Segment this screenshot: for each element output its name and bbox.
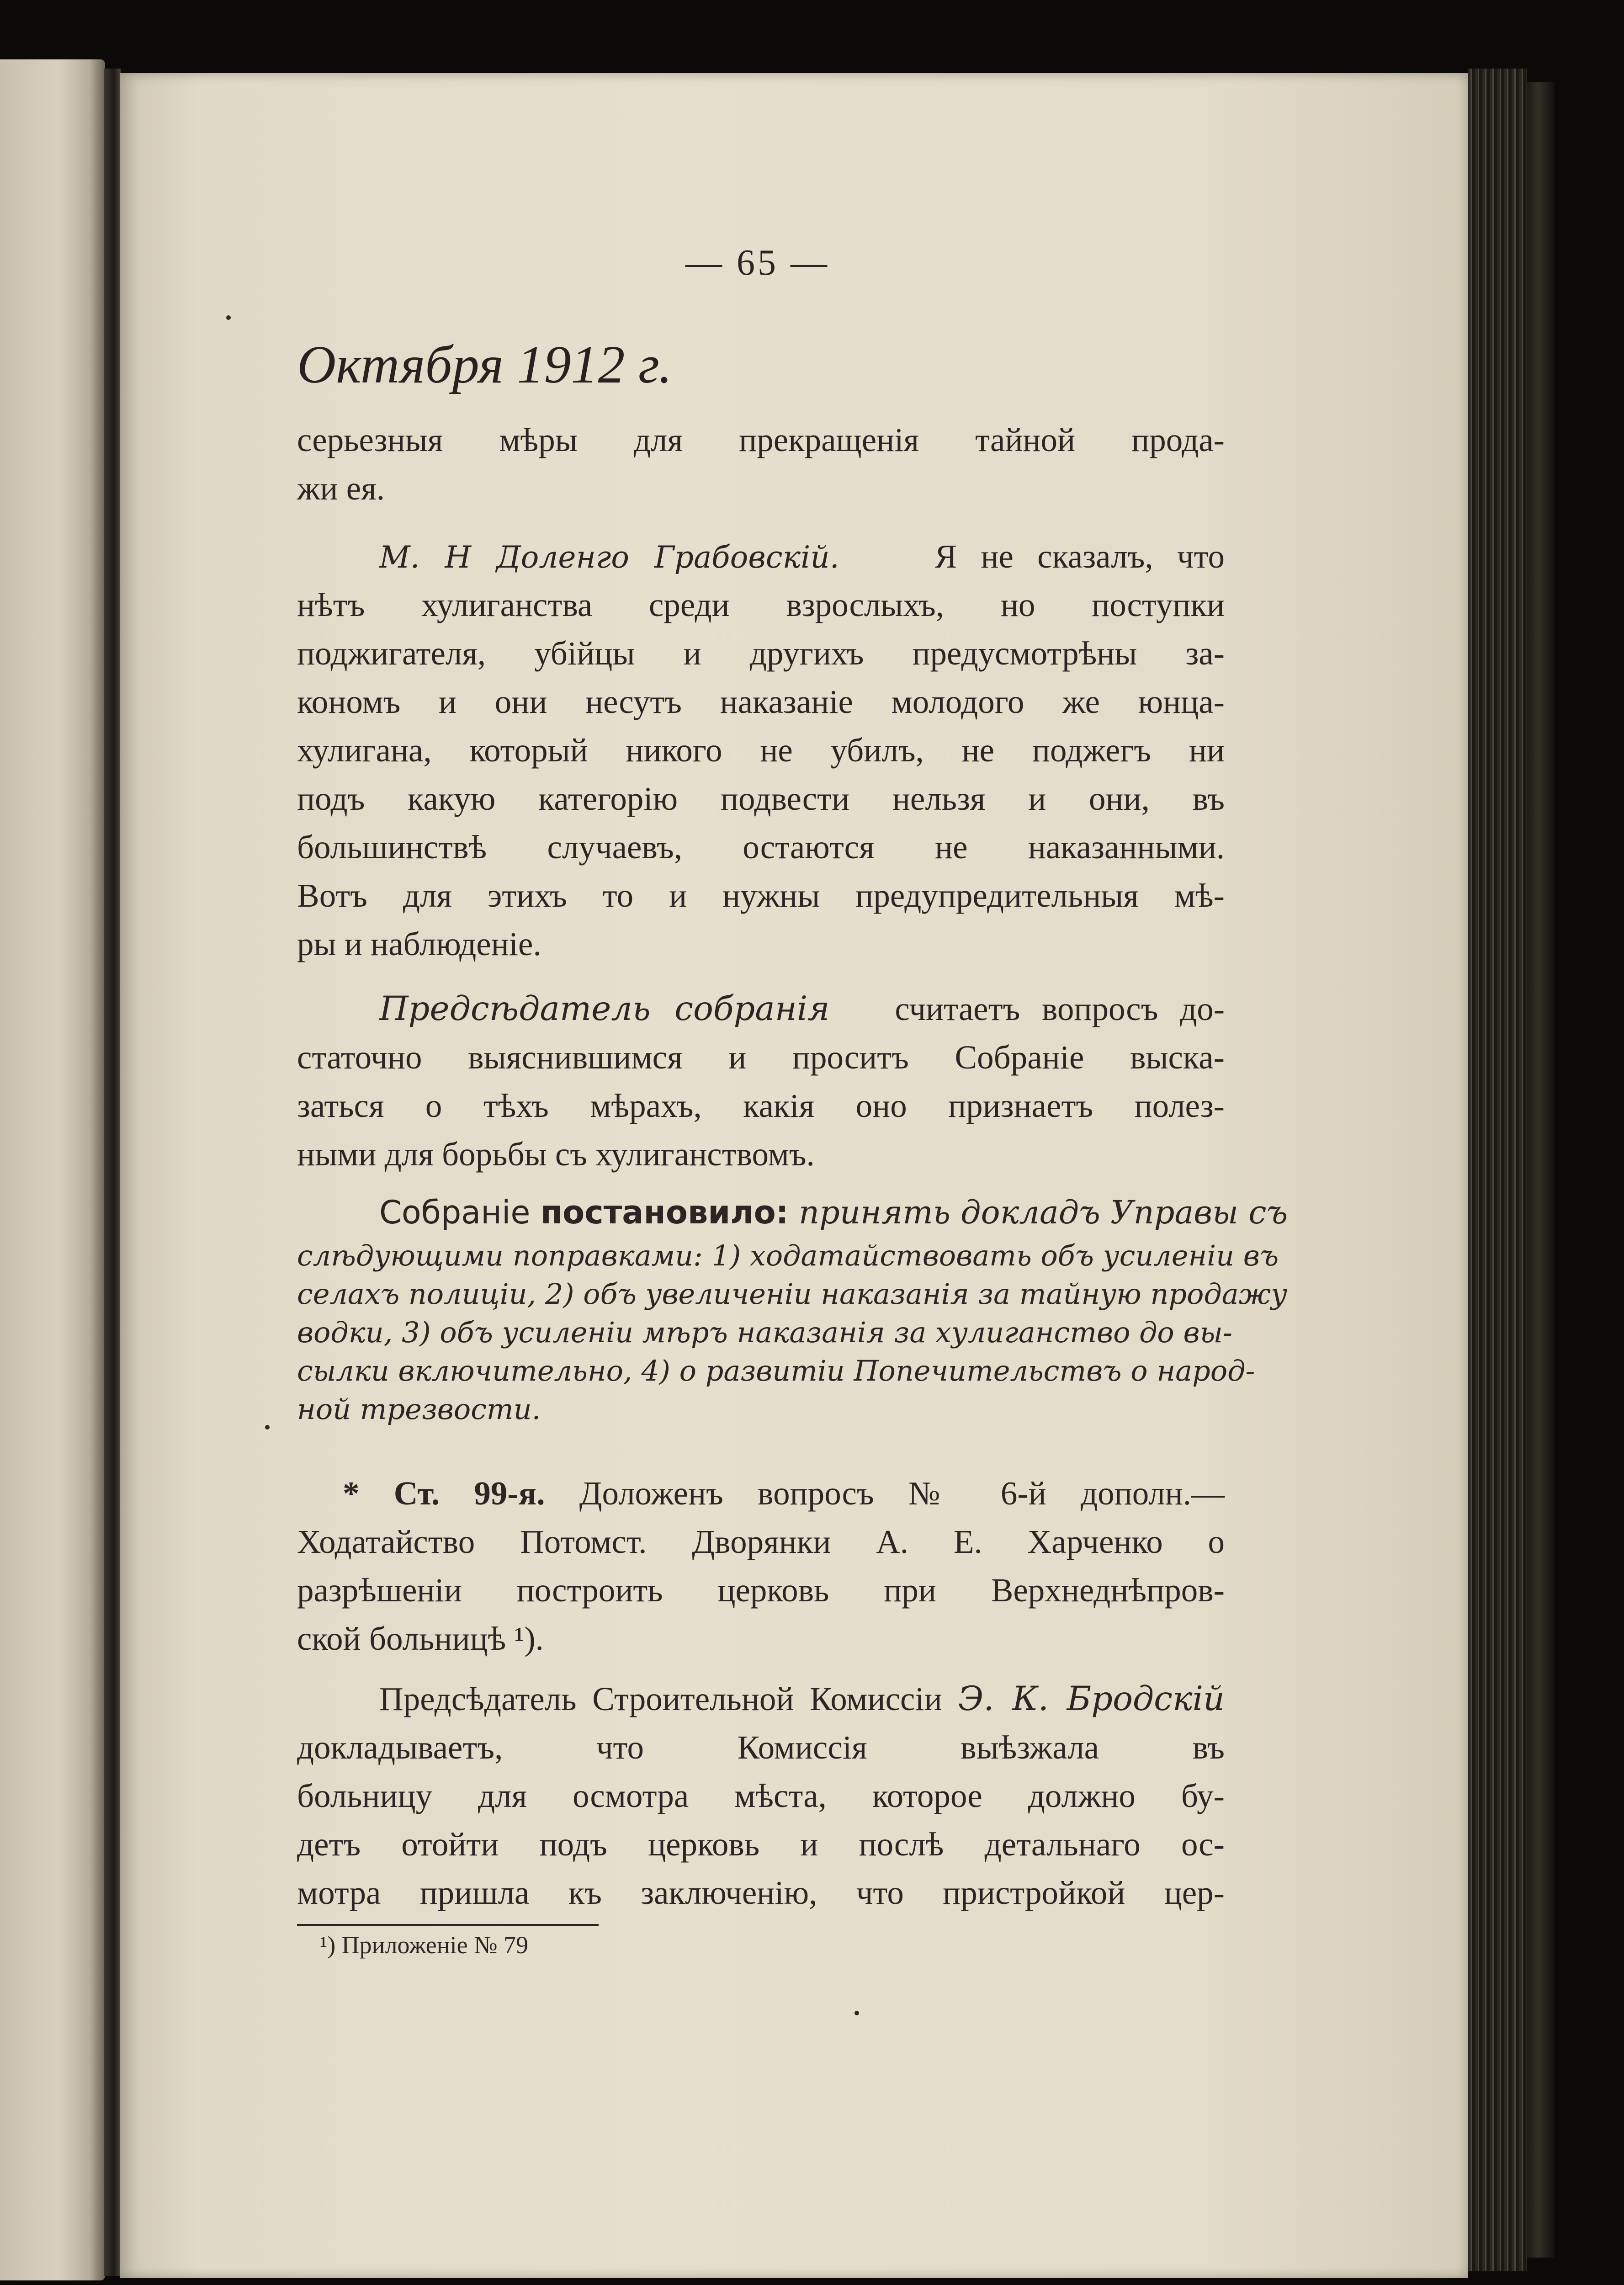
book-cover-edge (1527, 82, 1555, 2258)
text-line (297, 1188, 1288, 1237)
text-line: серьезныя мѣры для прекращенія тайной прода- (297, 421, 1225, 458)
text-line: больницу для осмотра мѣста, которое должно бу- (297, 1777, 1225, 1814)
text-line: разрѣшеніи построить церковь при Верхнеднѣпров- (297, 1572, 1225, 1609)
text-line (297, 532, 1225, 581)
resolution-subject: Собраніе (379, 1194, 531, 1231)
text-line: детъ отойти подъ церковь и послѣ детальнаго ос- (297, 1826, 1225, 1863)
text-line: докладываетъ, что Комиссія выѣзжала въ (297, 1729, 1225, 1766)
paragraph-6 (297, 1675, 1225, 1917)
text-line: ными для борьбы съ хулиганствомъ. (297, 1136, 815, 1173)
text-fragment: принять докладъ Управы съ (798, 1194, 1288, 1231)
text-line: сылки включительно, 4) о развитіи Попечительствъ о народ- (297, 1354, 1255, 1387)
running-head: Октября 1912 г. (297, 335, 672, 394)
text-line: большинствѣ случаевъ, остаются не наказанными. (297, 829, 1225, 866)
text-line: мотра пришла къ заключенію, что пристройкой цер- (297, 1874, 1225, 1911)
speaker-title: Предсѣдатель собранія (379, 989, 830, 1028)
resolution-paragraph (297, 1188, 1288, 1429)
paragraph-1 (297, 416, 1225, 513)
text-line: слѣдующими поправками: 1) ходатайствовать объ усиленіи въ (297, 1239, 1279, 1272)
footnote-rule (297, 1924, 599, 1926)
footnote: ¹) Приложеніе № 79 (320, 1931, 529, 1959)
text-line: Вотъ для этихъ то и нужны предупредительныя мѣ- (297, 877, 1225, 914)
page-number: — 65 — (685, 243, 830, 283)
text-line (297, 1675, 1225, 1723)
text-line: ной трезвости. (297, 1392, 541, 1426)
paper-speck (265, 1425, 270, 1429)
text-line: заться о тѣхъ мѣрахъ, какія оно признаетъ полез- (297, 1087, 1225, 1124)
paragraph-2 (297, 532, 1225, 968)
text-fragment: Я не сказалъ, что (934, 538, 1225, 575)
text-line (297, 1469, 1225, 1518)
page-block-edge (1468, 69, 1527, 2271)
paper-speck (854, 2011, 859, 2015)
text-line: хулигана, который никого не убилъ, не поджегъ ни (297, 732, 1225, 769)
person-name: Э. К. Бродскій (958, 1679, 1225, 1718)
text-fragment: считаетъ вопросъ до- (895, 990, 1225, 1027)
speaker-name: М. Н Доленго Грабовскій. (379, 540, 839, 575)
text-line: нѣтъ хулиганства среди взрослыхъ, но поступки (297, 586, 1225, 623)
text-line: статочно выяснившимся и проситъ Собраніе выска- (297, 1039, 1225, 1076)
text-line: жи ея. (297, 470, 385, 507)
article-marker: * Ст. 99-я. (343, 1475, 545, 1512)
text-line: подъ какую категорію подвести нельзя и они, въ (297, 780, 1225, 817)
left-page-edge (0, 59, 105, 2280)
paragraph-3 (297, 985, 1225, 1179)
text-line: Ходатайство Потомст. Дворянки А. Е. Харченко о (297, 1523, 1225, 1560)
text-line: селахъ полиціи, 2) объ увеличеніи наказанія за тайную продажу (297, 1277, 1288, 1311)
text-line: водки, 3) объ усиленіи мѣръ наказанія за хулиганство до вы- (297, 1316, 1232, 1349)
text-line: ры и наблюденіе. (297, 925, 541, 962)
paragraph-5 (297, 1469, 1225, 1663)
resolution-verb: постановило: (540, 1194, 789, 1231)
text-fragment: Предсѣдатель Строительной Комиссіи (379, 1680, 942, 1717)
text-line: кономъ и они несутъ наказаніе молодого же юнца- (297, 683, 1225, 720)
text-line (297, 985, 1225, 1033)
text-line: ской больницѣ ¹). (297, 1620, 544, 1657)
text-fragment: Доложенъ вопросъ № 6-й дополн.— (579, 1475, 1225, 1512)
book-gutter (104, 69, 121, 2276)
paper-speck (226, 315, 231, 320)
text-line: поджигателя, убійцы и другихъ предусмотрѣны за- (297, 635, 1225, 672)
